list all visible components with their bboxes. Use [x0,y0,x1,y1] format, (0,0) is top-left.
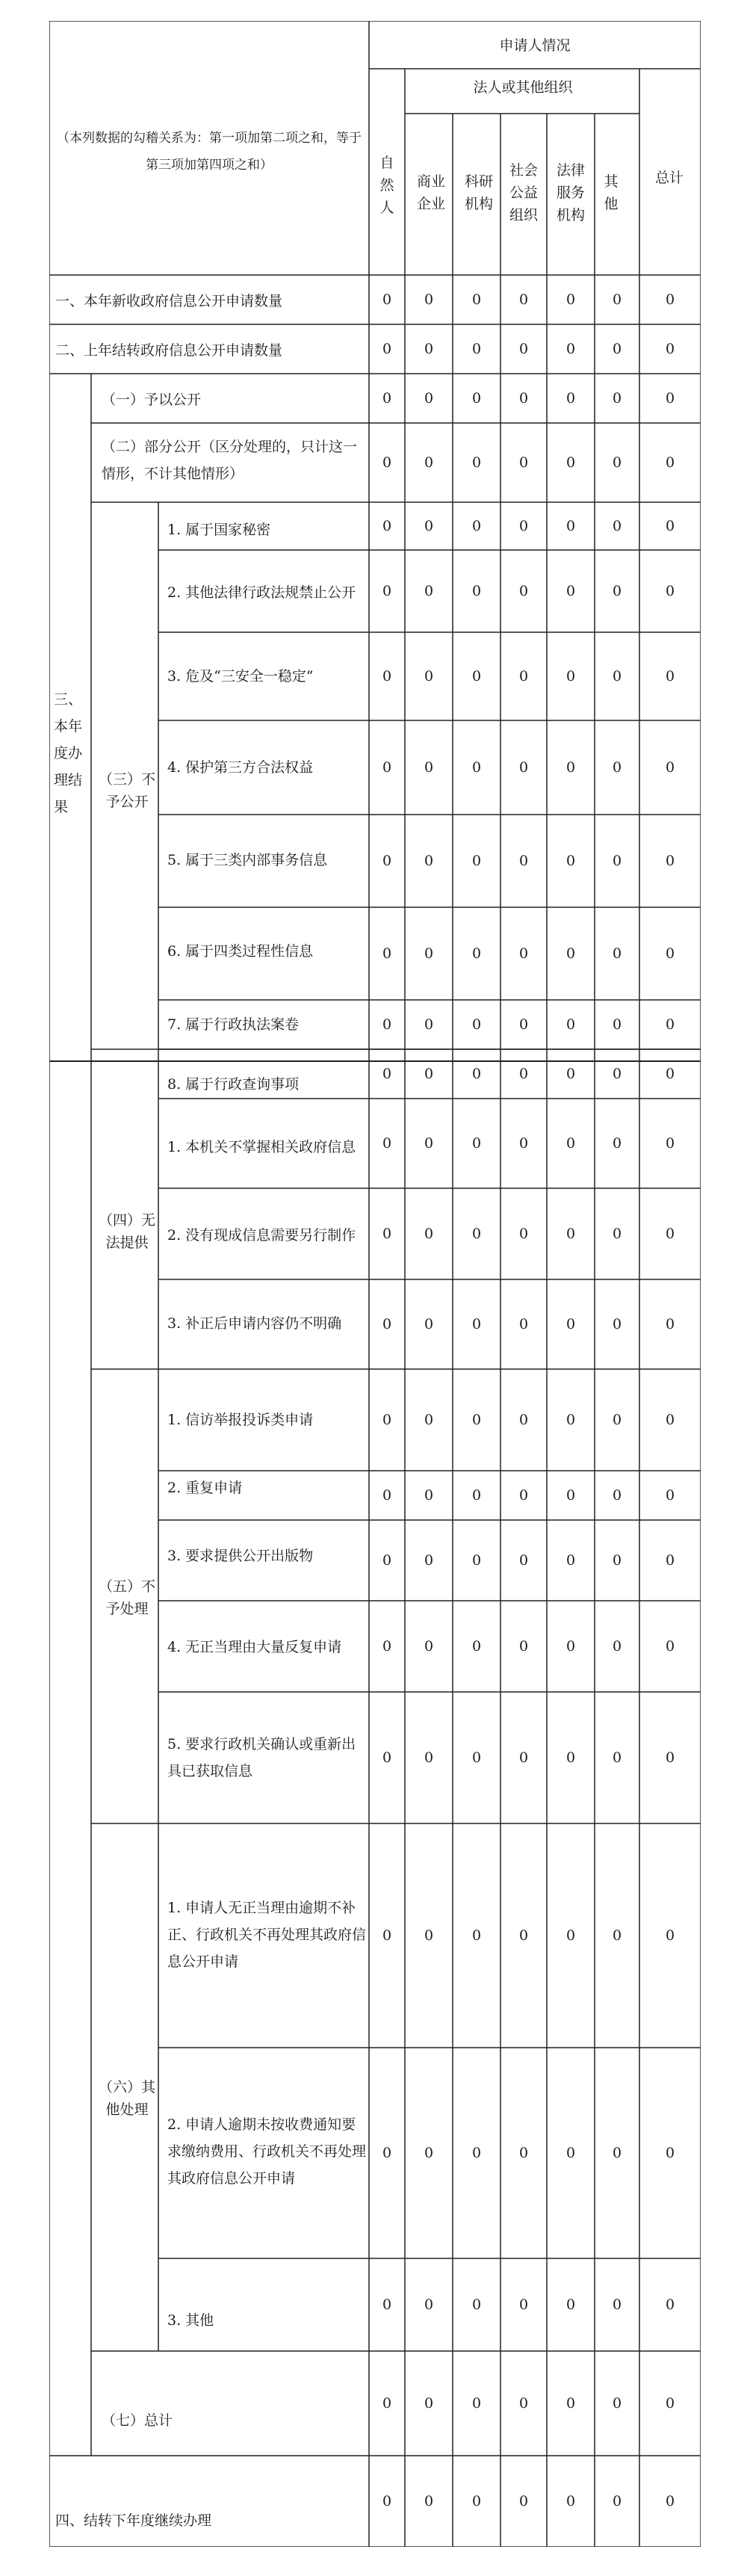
table-cell-value: 0 [518,291,529,308]
table-cell-value: 0 [518,390,529,407]
row-label-unclear-request: 3. 补正后申请内容仍不明确 [167,1315,342,1332]
table-cell-value: 0 [612,1066,622,1082]
group-label-not-processed: （五）不予处理 [99,1578,156,1617]
header-legal-or-other: 法人或其他组织 [473,79,573,96]
table-cell-value: 0 [665,291,675,308]
table-cell-value: 0 [471,1016,482,1033]
row-label-new-requests: 一、本年新收政府信息公开申请数量 [55,293,283,309]
table-cell-value: 0 [382,2493,392,2509]
row-label-law-prohibited: 2. 其他法律行政法规禁止公开 [167,584,356,601]
table-cell-value: 0 [518,583,529,599]
table-cell-value: 0 [612,668,622,685]
table-cell-value: 0 [665,1749,675,1766]
table-cell-value: 0 [565,583,576,599]
table-cell-value: 0 [612,1016,622,1033]
table-cell-value: 0 [382,2145,392,2161]
table-cell-value: 0 [665,853,675,869]
row-label-process-info: 6. 属于四类过程性信息 [167,943,314,960]
table-cell-value: 0 [471,2145,482,2161]
table-cell-value: 0 [565,341,576,357]
table-cell-value: 0 [612,2297,622,2313]
table-cell-value: 0 [518,759,529,776]
table-cell-value: 0 [665,1066,675,1082]
table-cell-value: 0 [471,2297,482,2313]
table-cell-value: 0 [471,1487,482,1504]
table-cell-value: 0 [612,518,622,534]
table-cell-value: 0 [565,668,576,685]
table-cell-value: 0 [424,1066,434,1082]
table-cell-value: 0 [518,518,529,534]
table-cell-value: 0 [382,390,392,407]
table-cell-value: 0 [665,1487,675,1504]
table-cell-value: 0 [471,390,482,407]
table-cell-value: 0 [612,1487,622,1504]
table-cell-value: 0 [424,518,434,534]
col-header-total: 总计 [654,170,684,186]
table-cell-value: 0 [612,1927,622,1944]
col-header-other: 其他 [604,173,619,212]
table-cell-value: 0 [612,1412,622,1428]
table-cell-value: 0 [518,1135,529,1152]
table-cell-value: 0 [424,1927,434,1944]
table-cell-value: 0 [612,1135,622,1152]
table-cell-value: 0 [565,1552,576,1569]
table-cell-value: 0 [518,1638,529,1655]
table-cell-value: 0 [424,341,434,357]
table-cell-value: 0 [518,341,529,357]
table-cell-value: 0 [382,1749,392,1766]
table-cell-value: 0 [382,759,392,776]
table-cell-value: 0 [518,1552,529,1569]
table-cell-value: 0 [518,1316,529,1332]
table-cell-value: 0 [565,2145,576,2161]
table-cell-value: 0 [565,1316,576,1332]
table-cell-value: 0 [424,1226,434,1242]
group-label-nondisclosure: （三）不予公开 [99,771,156,810]
row-label-subtotal: （七）总计 [102,2412,173,2429]
table-cell-value: 0 [424,1487,434,1504]
table-cell-value: 0 [424,1135,434,1152]
table-cell-value: 0 [382,2395,392,2412]
row-label-petition: 1. 信访举报投诉类申请 [167,1412,314,1428]
table-cell-value: 0 [382,668,392,685]
table-cell-value: 0 [382,1226,392,1242]
table-cell-value: 0 [424,1412,434,1428]
table-cell-value: 0 [665,454,675,471]
table-cell-value: 0 [382,1638,392,1655]
table-cell-value: 0 [565,1927,576,1944]
table-cell-value: 0 [424,853,434,869]
table-cell-value: 0 [518,2493,529,2509]
table-cell-value: 0 [565,853,576,869]
table-cell-value: 0 [424,1749,434,1766]
table-cell-value: 0 [382,1135,392,1152]
col-header-legal-service: 法律服务机构 [556,162,585,223]
table-cell-value: 0 [518,454,529,471]
disclosure-table [49,21,701,2547]
table-cell-value: 0 [471,518,482,534]
table-cell-value: 0 [665,1016,675,1033]
table-cell-value: 0 [518,1412,529,1428]
table-cell-value: 0 [382,1066,392,1082]
table-cell-value: 0 [565,1487,576,1504]
table-cell-value: 0 [424,1552,434,1569]
row-label-repeat-request: 2. 重复申请 [167,1480,243,1496]
table-cell-value: 0 [471,945,482,962]
table-cell-value: 0 [565,1135,576,1152]
table-cell-value: 0 [382,1412,392,1428]
table-cell-value: 0 [424,454,434,471]
table-cell-value: 0 [612,1552,622,1569]
table-cell-value: 0 [471,341,482,357]
table-cell-value: 0 [612,1316,622,1332]
table-cell-value: 0 [665,341,675,357]
table-cell-value: 0 [612,291,622,308]
table-cell-value: 0 [471,853,482,869]
table-cell-value: 0 [612,1226,622,1242]
table-cell-value: 0 [471,2493,482,2509]
table-cell-value: 0 [382,454,392,471]
table-cell-value: 0 [518,668,529,685]
table-cell-value: 0 [665,1135,675,1152]
row-label-admin-query: 8. 属于行政查询事项 [167,1076,300,1093]
table-cell-value: 0 [612,2145,622,2161]
table-cell-value: 0 [382,518,392,534]
table-cell-value: 0 [382,945,392,962]
table-cell-value: 0 [665,1412,675,1428]
table-cell-value: 0 [424,2145,434,2161]
col-header-public-welfare: 社会公益组织 [509,162,538,223]
table-cell-value: 0 [518,2395,529,2412]
row-label-reissue-info: 5. 要求行政机关确认或重新出具已获取信息 [167,1736,356,1779]
table-cell-value: 0 [382,853,392,869]
row-label-other: 3. 其他 [167,2312,214,2329]
table-cell-value: 0 [382,341,392,357]
row-label-enforcement-file: 7. 属于行政执法案卷 [167,1016,300,1033]
table-cell-value: 0 [424,583,434,599]
header-applicant-info: 申请人情况 [499,37,571,54]
table-cell-value: 0 [612,341,622,357]
table-cell-value: 0 [471,1638,482,1655]
row-label-third-party: 4. 保护第三方合法权益 [167,759,314,776]
table-cell-value: 0 [424,945,434,962]
table-cell-value: 0 [565,2297,576,2313]
row-label-needs-creation: 2. 没有现成信息需要另行制作 [167,1227,356,1244]
col-header-business: 商业企业 [416,173,445,212]
table-cell-value: 0 [424,1638,434,1655]
row-label-not-held: 1. 本机关不掌握相关政府信息 [167,1139,356,1155]
table-cell-value: 0 [565,945,576,962]
table-cell-value: 0 [565,1638,576,1655]
table-cell-value: 0 [518,1487,529,1504]
table-cell-value: 0 [565,1749,576,1766]
table-cell-value: 0 [565,291,576,308]
row-label-carried-over: 二、上年结转政府信息公开申请数量 [55,342,283,359]
group-label-unable-to-provide: （四）无法提供 [99,1212,156,1251]
col-header-research: 科研机构 [464,173,493,212]
table-cell-value: 0 [612,2493,622,2509]
table-cell-value: 0 [612,2395,622,2412]
table-cell-value: 0 [471,1135,482,1152]
table-cell-value: 0 [518,945,529,962]
table-cell-value: 0 [471,2395,482,2412]
table-cell-value: 0 [518,1749,529,1766]
table-cell-value: 0 [424,759,434,776]
table-cell-value: 0 [471,1412,482,1428]
table-cell-value: 0 [424,2395,434,2412]
table-cell-value: 0 [665,2145,675,2161]
table-cell-value: 0 [382,2297,392,2313]
table-cell-value: 0 [382,1927,392,1944]
table-cell-value: 0 [424,291,434,308]
row-label-unpaid-fees: 2. 申请人逾期未按收费通知要求缴纳费用、行政机关不再处理其政府信息公开申请 [167,2116,367,2187]
row-label-no-correction: 1. 申请人无正当理由逾期不补正、行政机关不再处理其政府信息公开申请 [167,1900,367,1970]
table-cell-value: 0 [518,1927,529,1944]
table-cell-value: 0 [565,1016,576,1033]
table-cell-value: 0 [565,2493,576,2509]
table-cell-value: 0 [612,454,622,471]
table-cell-value: 0 [565,2395,576,2412]
table-cell-value: 0 [665,945,675,962]
row-label-mass-requests: 4. 无正当理由大量反复申请 [167,1639,342,1655]
table-cell-value: 0 [565,1412,576,1428]
table-cell-value: 0 [382,1016,392,1033]
table-cell-value: 0 [565,759,576,776]
group-label-other-handling: （六）其他处理 [99,2079,156,2118]
table-cell-value: 0 [665,390,675,407]
table-cell-value: 0 [665,759,675,776]
table-cell-value: 0 [518,2297,529,2313]
table-cell-value: 0 [424,2297,434,2313]
table-cell-value: 0 [665,2297,675,2313]
table-cell-value: 0 [518,1226,529,1242]
table-cell-value: 0 [518,1016,529,1033]
table-cell-value: 0 [471,1552,482,1569]
table-cell-value: 0 [612,945,622,962]
table-cell-value: 0 [612,1638,622,1655]
table-cell-value: 0 [665,1552,675,1569]
table-cell-value: 0 [665,518,675,534]
table-cell-value: 0 [565,1066,576,1082]
table-cell-value: 0 [518,853,529,869]
table-cell-value: 0 [471,1226,482,1242]
table-cell-value: 0 [665,668,675,685]
table-cell-value: 0 [471,291,482,308]
table-cell-value: 0 [471,759,482,776]
table-cell-value: 0 [471,583,482,599]
table-cell-value: 0 [471,454,482,471]
table-cell-value: 0 [665,1226,675,1242]
table-cell-value: 0 [518,1066,529,1082]
table-cell-value: 0 [612,1749,622,1766]
row-label-partial-disclosure: （二）部分公开（区分处理的，只计这一情形，不计其他情形） [102,439,358,482]
table-cell-value: 0 [424,668,434,685]
row-label-state-secret: 1. 属于国家秘密 [167,522,271,538]
table-cell-value: 0 [424,390,434,407]
table-cell-value: 0 [665,583,675,599]
row-label-carry-forward: 四、结转下年度继续办理 [55,2512,212,2529]
row-label-three-security: 3. 危及“三安全一稳定” [167,668,314,685]
col-header-natural-person: 自然人 [379,155,394,216]
table-cell-value: 0 [518,2145,529,2161]
table-cell-value: 0 [565,1226,576,1242]
table-cell-value: 0 [424,2493,434,2509]
table-cell-value: 0 [471,1749,482,1766]
table-cell-value: 0 [612,390,622,407]
section-result-label: 三、本年度办理结果 [54,691,83,815]
table-cell-value: 0 [471,668,482,685]
table-cell-value: 0 [382,583,392,599]
row-label-publications: 3. 要求提供公开出版物 [167,1548,314,1564]
table-cell-value: 0 [471,1066,482,1082]
table-cell-value: 0 [424,1016,434,1033]
table-cell-value: 0 [612,853,622,869]
table-cell-value: 0 [382,1316,392,1332]
table-cell-value: 0 [382,291,392,308]
table-cell-value: 0 [471,1316,482,1332]
table-cell-value: 0 [665,2493,675,2509]
table-cell-value: 0 [665,1927,675,1944]
table-cell-value: 0 [471,1927,482,1944]
table-cell-value: 0 [565,390,576,407]
table-cell-value: 0 [665,2395,675,2412]
table-cell-value: 0 [612,583,622,599]
table-cell-value: 0 [382,1487,392,1504]
table-cell-value: 0 [382,1552,392,1569]
table-cell-value: 0 [665,1638,675,1655]
table-cell-value: 0 [665,1316,675,1332]
table-cell-value: 0 [612,759,622,776]
row-label-internal-affairs: 5. 属于三类内部事务信息 [167,852,328,868]
table-cell-value: 0 [424,1316,434,1332]
table-cell-value: 0 [565,454,576,471]
table-cell-value: 0 [565,518,576,534]
header-note: （本列数据的勾稽关系为：第一项加第二项之和，等于第三项加第四项之和） [57,131,362,173]
row-label-full-disclosure: （一）予以公开 [102,392,202,408]
